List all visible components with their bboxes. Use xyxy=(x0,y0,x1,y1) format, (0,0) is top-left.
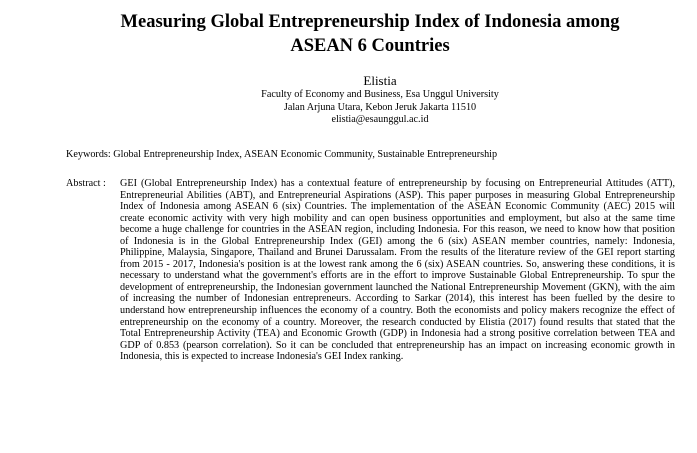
affiliation-faculty: Faculty of Economy and Business, Esa Unggul University xyxy=(261,89,499,100)
affiliation-address: Jalan Arjuna Utara, Kebon Jeruk Jakarta 11510 xyxy=(283,101,477,113)
author-email: elistia@esaunggul.ac.id xyxy=(331,114,429,125)
abstract-label: Abstract : xyxy=(66,178,106,189)
keywords-label: Keywords: xyxy=(66,149,111,160)
author-name: Elistia xyxy=(363,73,397,88)
paper-title-line-1: Measuring Global Entrepreneurship Index of Indonesia among xyxy=(120,12,620,32)
abstract-text: GEI (Global Entrepreneurship Index) has a contextual feature of entrepreneurship by focusing on Entrepreneurial Attitudes (ATT), Entrepreneurial Abilities (ABT), and Entrepreneurial Aspirations (ASP). This paper purposes in measuring Global Entrepreneurship Index of Indonesia among ASEAN 6 (six) Countries. The implementation of the ASEAN Economic Community (AEC) 2015 will create economic activity with very high mobility and can open business opportunities and employment, but also at the same time become a huge challenge for countries in the ASEAN region, including Indonesia. For this reason, we need to know how that position of Indonesia is in the Global Entrepreneurship Index (GEI) among the 6 (six) ASEAN member countries, namely: Indonesia, Philippine, Malaysia, Singapore, Thailand and Brunei Darussalam. From the results of the literature review of the GEI report starting from 2015 - 2017, Indonesia's position is at the lowest rank among the 6 (six) ASEAN countries. So, answering these conditions, it is necessary to understand what the government's efforts are in the effort to improve Sustainable Global Entrepreneurship. To spur the development of entrepreneurship, the Indonesian government launched the National Entrepreneurship Movement (GKN), with the aim of increasing the number of Indonesian entrepreneurs. According to Sarkar (2014), this interest has been fuelled by the desire to understand how entrepreneurship influences the economy of a country. Both the economists and policy makers recognize the effect of entrepreneurship on the economy of a country. Moreover, the research conducted by Elistia (2017) found results that stated that the Total Entrepreneurship Activity (TEA) and Economic Growth (GDP) in Indonesia had a strong positive correlation between TEA and GDP of 0.853 (pearson correlation). So it can be concluded that entrepreneurship has an impact on increasing economic growth in Indonesia, this is expected to increase Indonesia's GEI Index ranking. xyxy=(120,178,675,363)
author-block xyxy=(60,73,697,127)
keywords-line xyxy=(66,148,686,161)
keywords-text: Global Entrepreneurship Index, ASEAN Economic Community, Sustainable Entrepreneurship xyxy=(113,149,498,160)
paper-title xyxy=(60,10,680,58)
paper-title-line-2: ASEAN 6 Countries xyxy=(290,36,450,56)
